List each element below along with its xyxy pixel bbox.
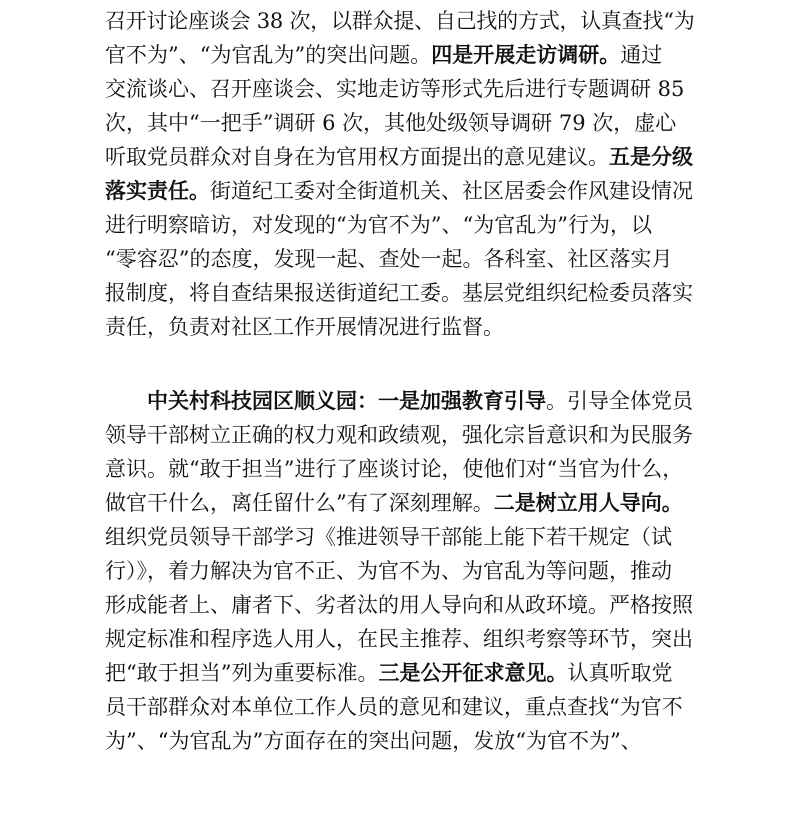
text-line <box>105 38 695 72</box>
bold-heading-run: 中关村科技园区顺义园：一是加强教育引导 <box>147 389 546 413</box>
text-line <box>105 452 695 486</box>
text-run: 通过 <box>620 43 663 67</box>
text-line <box>105 208 695 242</box>
text-run: 组织党员领导干部学习《推进领导干部能上能下若干规定（试 <box>105 525 672 549</box>
paragraph-1 <box>105 4 695 344</box>
text-run: 行）》，着力解决为官不正、为官不为、为官乱为等问题，推动 <box>105 559 672 583</box>
text-run: 次，其中“一把手”调研 6 次，其他处级领导调研 79 次，虚心 <box>105 111 677 135</box>
text-line <box>105 588 695 622</box>
text-run: 认真听取党 <box>567 661 673 685</box>
text-run: 进行明察暗访，对发现的“为官不为”、“为官乱为”行为，以 <box>105 213 652 237</box>
text-run: 意识。就“敢于担当”进行了座谈讨论，使他们对“当官为什么， <box>105 457 684 481</box>
bold-heading-run: 五是分级 <box>609 145 693 169</box>
text-run: 形成能者上、庸者下、劣者汰的用人导向和从政环境。严格按照 <box>105 593 693 617</box>
bold-heading-run: 四是开展走访调研。 <box>431 43 621 67</box>
text-line <box>105 554 695 588</box>
text-run: 员干部群众对本单位工作人员的意见和建议，重点查找“为官不 <box>105 695 683 719</box>
text-run: 规定标准和程序选人用人，在民主推荐、组织考察等环节，突出 <box>105 627 693 651</box>
text-line <box>105 242 695 276</box>
text-run: 听取党员群众对自身在为官用权方面提出的意见建议。 <box>105 145 609 169</box>
bold-heading-run: 落实责任。 <box>105 179 210 203</box>
text-run: 召开讨论座谈会 38 次，以群众提、自己找的方式，认真查找“为 <box>105 9 695 33</box>
bold-heading-run: 三是公开征求意见。 <box>378 661 568 685</box>
text-line <box>105 622 695 656</box>
text-run: 领导干部树立正确的权力观和政绩观，强化宗旨意识和为民服务 <box>105 423 693 447</box>
text-line <box>105 486 695 520</box>
text-line <box>105 310 695 344</box>
text-line <box>105 140 695 174</box>
text-line <box>105 106 695 140</box>
paragraph-2 <box>105 384 695 758</box>
text-run: 做官干什么，离任留什么”有了深刻理解。 <box>105 491 494 515</box>
text-run: 交流谈心、召开座谈会、实地走访等形式先后进行专题调研 85 <box>105 77 685 101</box>
text-run: “零容忍”的态度，发现一起、查处一起。各科室、社区落实月 <box>105 247 673 271</box>
text-line <box>105 520 695 554</box>
text-line <box>105 418 695 452</box>
text-line <box>105 4 695 38</box>
text-run: 街道纪工委对全街道机关、社区居委会作风建设情况 <box>210 179 693 203</box>
text-run: 官不为”、“为官乱为”的突出问题。 <box>105 43 432 67</box>
text-run: 为”、“为官乱为”方面存在的突出问题，发放“为官不为”、 <box>105 729 642 753</box>
text-line <box>105 72 695 106</box>
text-line <box>105 724 695 758</box>
bold-heading-run: 二是树立用人导向。 <box>493 491 683 515</box>
text-line <box>105 384 695 418</box>
text-line <box>105 690 695 724</box>
text-run: 报制度，将自查结果报送街道纪工委。基层党组织纪检委员落实 <box>105 281 693 305</box>
text-run: 责任，负责对社区工作开展情况进行监督。 <box>105 315 504 339</box>
text-run: 。引导全体党员 <box>546 389 693 413</box>
text-line <box>105 276 695 310</box>
text-run: 把“敢于担当”列为重要标准。 <box>105 661 379 685</box>
text-line <box>105 174 695 208</box>
text-line <box>105 656 695 690</box>
